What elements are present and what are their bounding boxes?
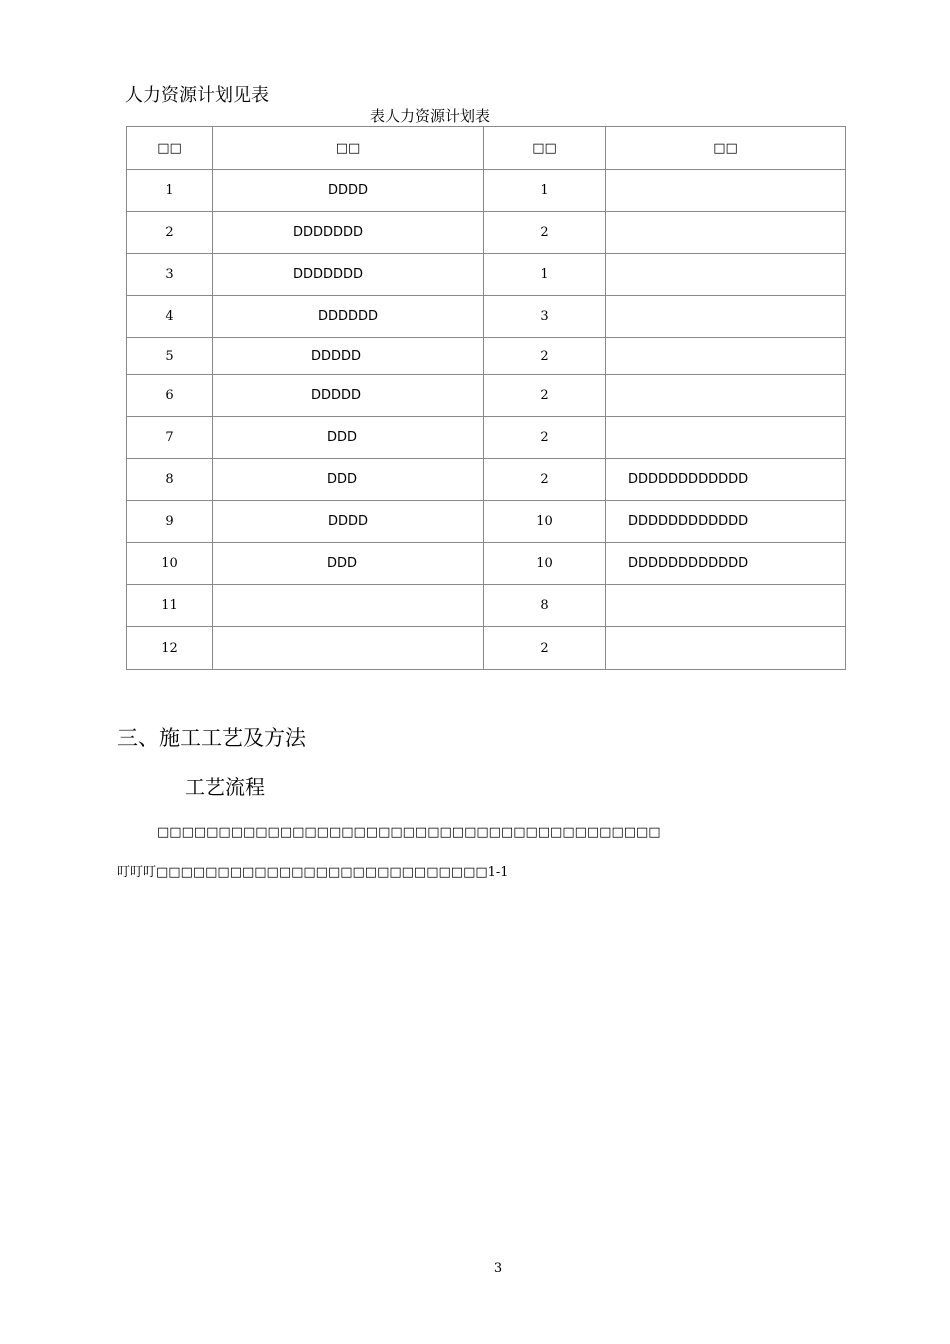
job-type: DDD	[213, 417, 484, 459]
job-type: DDD	[213, 459, 484, 501]
job-type	[213, 585, 484, 627]
table-row	[127, 375, 846, 417]
remark	[606, 627, 846, 670]
row-number: 1	[127, 170, 213, 212]
headcount: 1	[484, 170, 606, 212]
row-number: 10	[127, 543, 213, 585]
table-row	[127, 296, 846, 338]
row-number: 4	[127, 296, 213, 338]
row-number: 2	[127, 212, 213, 254]
row-number: 6	[127, 375, 213, 417]
headcount: 2	[484, 212, 606, 254]
job-type: DDD	[213, 543, 484, 585]
table-row	[127, 501, 846, 543]
paragraph-line: □□□□□□□□□□□□□□□□□□□□□□□□□□□□□□□□□□□□□□□□□	[157, 825, 661, 840]
remark	[606, 170, 846, 212]
table-header-row	[127, 127, 846, 170]
job-type: DDDDD	[213, 338, 484, 375]
headcount: 3	[484, 296, 606, 338]
table-caption: 表人力资源计划表	[369, 107, 490, 125]
remark: DDDDDDDDDDDD	[606, 543, 846, 585]
row-number: 9	[127, 501, 213, 543]
remark	[606, 254, 846, 296]
page-number: 3	[493, 1261, 503, 1276]
headcount: 8	[484, 585, 606, 627]
header-cell: □□	[213, 127, 484, 170]
subsection-heading: 工艺流程	[185, 775, 265, 799]
remark	[606, 212, 846, 254]
job-type: DDDDDDD	[213, 254, 484, 296]
header-cell: □□	[484, 127, 606, 170]
job-type: DDDDD	[213, 375, 484, 417]
header-cell: □□	[127, 127, 213, 170]
header-cell: □□	[606, 127, 846, 170]
section-heading: 三、施工工艺及方法	[117, 726, 306, 750]
row-number: 12	[127, 627, 213, 670]
table-row	[127, 338, 846, 375]
table-row	[127, 627, 846, 670]
remark	[606, 375, 846, 417]
remark: DDDDDDDDDDDD	[606, 459, 846, 501]
resource-plan-table	[126, 126, 846, 670]
headcount: 2	[484, 375, 606, 417]
row-number: 3	[127, 254, 213, 296]
remark	[606, 296, 846, 338]
table-row	[127, 170, 846, 212]
row-number: 11	[127, 585, 213, 627]
remark	[606, 417, 846, 459]
table-row	[127, 254, 846, 296]
row-number: 5	[127, 338, 213, 375]
intro-text: 人力资源计划见表	[125, 85, 269, 106]
remark: DDDDDDDDDDDD	[606, 501, 846, 543]
headcount: 1	[484, 254, 606, 296]
remark	[606, 585, 846, 627]
row-number: 7	[127, 417, 213, 459]
headcount: 10	[484, 543, 606, 585]
headcount: 2	[484, 627, 606, 670]
paragraph-line: 叮叮叮□□□□□□□□□□□□□□□□□□□□□□□□□□□1-1	[117, 865, 509, 880]
job-type: DDDD	[213, 501, 484, 543]
table-row	[127, 417, 846, 459]
job-type: DDDDDD	[213, 296, 484, 338]
table-row	[127, 459, 846, 501]
remark	[606, 338, 846, 375]
row-number: 8	[127, 459, 213, 501]
headcount: 2	[484, 338, 606, 375]
headcount: 2	[484, 417, 606, 459]
job-type	[213, 627, 484, 670]
headcount: 2	[484, 459, 606, 501]
headcount: 10	[484, 501, 606, 543]
table-row	[127, 212, 846, 254]
job-type: DDDD	[213, 170, 484, 212]
table-row	[127, 543, 846, 585]
table-row	[127, 585, 846, 627]
job-type: DDDDDDD	[213, 212, 484, 254]
